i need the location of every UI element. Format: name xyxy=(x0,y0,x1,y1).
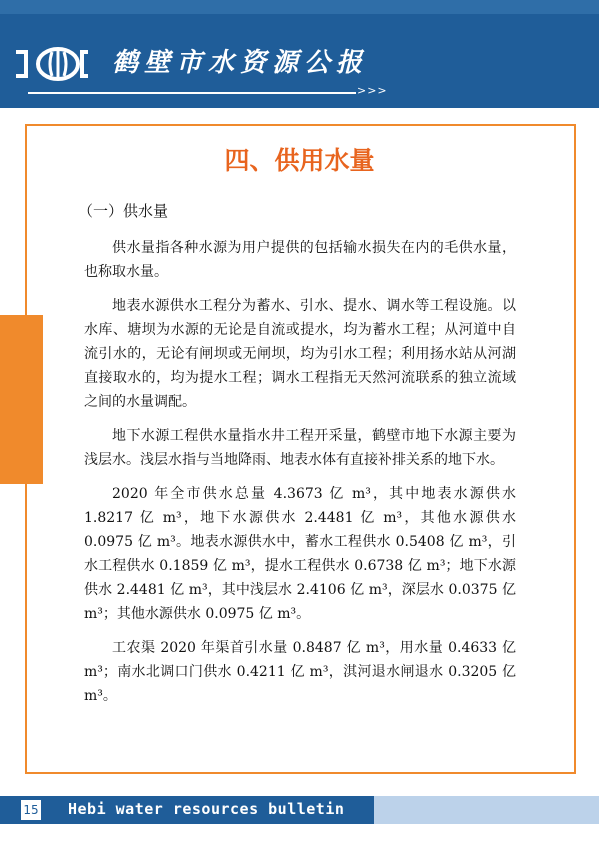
paragraph: 2020 年全市供水总量 4.3673 亿 m³，其中地表水源供水 1.8217 亿 m³，地下水源供水 2.4481 亿 m³，其他水源供水 0.0975 亿 m³。地表水源供水中，蓄水工程供水 0.5408 亿 m³，引水工程供水 0.1859 亿 m³，提水工程供水 0.6738 亿 m³；地下水源供水 2.4481 亿 m³，其中浅层水 2.4106 亿 m³，深层水 0.0375 亿 m³；其他水源供水 0.0975 亿 m³。 xyxy=(84,486,516,622)
paragraph: 供水量指各种水源为用户提供的包括输水损失在内的毛供水量，也称取水量。 xyxy=(84,240,516,280)
water-bureau-logo-icon xyxy=(12,44,96,84)
footer-light-band xyxy=(374,796,599,824)
paragraph: 工农渠 2020 年渠首引水量 0.8487 亿 m³，用水量 0.4633 亿 m³；南水北调口门供水 0.4211 亿 m³，淇河退水闸退水 0.3205 亿 m³。 xyxy=(84,640,516,704)
header-band xyxy=(0,0,599,108)
subheading: （一）供水量 xyxy=(78,202,169,220)
body-text xyxy=(84,236,516,718)
header-arrows: >>> xyxy=(357,84,388,97)
paragraph: 地下水源工程供水量指水井工程开采量，鹤壁市地下水源主要为浅层水。浅层水指与当地降雨、地表水体有直接补排关系的地下水。 xyxy=(84,428,516,468)
side-tab xyxy=(0,315,43,484)
footer xyxy=(0,796,599,824)
header-rule xyxy=(28,92,356,94)
bulletin-title: 鹤壁市水资源公报 xyxy=(112,48,369,78)
page-number: 15 xyxy=(21,800,41,820)
section-title: 四、供用水量 xyxy=(224,146,375,175)
header-stripe xyxy=(0,0,599,14)
footer-text: Hebi water resources bulletin xyxy=(68,800,345,818)
paragraph: 地表水源供水工程分为蓄水、引水、提水、调水等工程设施。以水库、塘坝为水源的无论是自流或提水，均为蓄水工程；从河道中自流引水的，无论有闸坝或无闸坝，均为引水工程；利用扬水站从河湖直接取水的，均为提水工程；调水工程指无天然河流联系的独立流域之间的水量调配。 xyxy=(84,298,516,410)
